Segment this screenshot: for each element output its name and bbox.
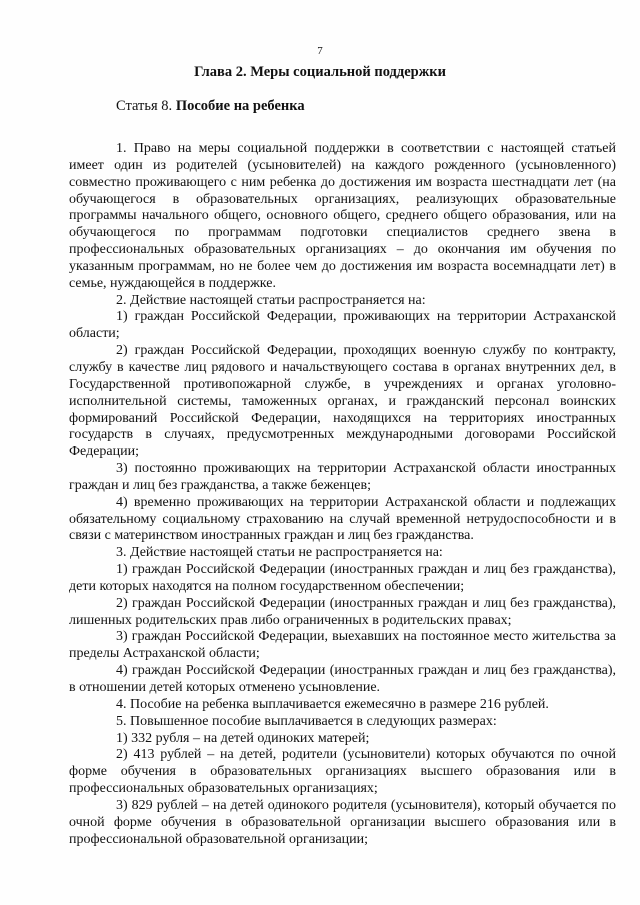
paragraph: 1) граждан Российской Федерации, проживающих на территории Астраханской области; [69,309,616,342]
paragraph: 1. Право на меры социальной поддержки в соответствии с настоящей статьей имеет один из родителей (усыновителей) на каждого рожденного (усыновленного) совместно проживающего с ним ребенка до достижения им возраста шестнадцати лет (на обучающегося в образовательных организациях, реализующих образовательные программы начального общего, основного общего, среднего общего образования, или на обучающегося по программам подготовки специалистов среднего звена в профессиональных образовательных организациях – до окончания им обучения по указанным программам, но не более чем до достижения им возраста восемнадцати лет) в семье, нуждающейся в поддержке. [69,141,616,291]
article-body [69,141,616,848]
paragraph: 2. Действие настоящей статьи распространяется на: [116,292,426,308]
paragraph: 3) граждан Российской Федерации, выехавших на постоянное место жительства за пределы Астраханской области; [69,629,616,662]
paragraph: 4) временно проживающих на территории Астраханской области и подлежащих обязательному социальному страхованию на случай временной нетрудоспособности и в связи с материнством иностранных граждан и лиц без гражданства. [69,494,616,544]
article-heading [116,98,305,115]
chapter-title: Глава 2. Меры социальной поддержки [194,64,446,80]
page-number: 7 [317,45,323,57]
paragraph: 4. Пособие на ребенка выплачивается ежемесячно в размере 216 рублей. [116,696,549,712]
paragraph: 5. Повышенное пособие выплачивается в следующих размерах: [116,713,497,729]
paragraph: 3) 829 рублей – на детей одинокого родителя (усыновителя), который обучается по очной форме обучения в образовательной организации высшего образования или в профессиональной образовательной организации; [69,797,616,847]
paragraph: 4) граждан Российской Федерации (иностранных граждан и лиц без гражданства), в отношении детей которых отменено усыновление. [69,663,616,695]
paragraph: 3) постоянно проживающих на территории Астраханской области иностранных граждан и лиц без гражданства, а также беженцев; [69,461,616,493]
paragraph: 2) граждан Российской Федерации, проходящих военную службу по контракту, службу в качестве лиц рядового и начальствующего состава в органах внутренних дел, в Государственной противопожарной службе, в учреждениях и органах уголовно-исполнительной системы, таможенных органах, и гражданский персонал воинских формирований Российской Федерации, находящихся на территориях иностранных государств в случаях, предусмотренных международными договорами Российской Федерации; [69,343,616,460]
paragraph: 1) граждан Российской Федерации (иностранных граждан и лиц без гражданства), дети которых находятся на полном государственном обеспечении; [69,562,616,594]
paragraph: 2) 413 рублей – на детей, родители (усыновители) которых обучаются по очной форме обучения в образовательных организациях высшего образования или в профессиональных образовательных организациях; [69,747,616,797]
paragraph: 3. Действие настоящей статьи не распространяется на: [116,545,443,561]
paragraph: 1) 332 рубля – на детей одиноких матерей; [116,730,370,746]
paragraph: 2) граждан Российской Федерации (иностранных граждан и лиц без гражданства), лишенных родительских прав либо ограниченных в родительских правах; [69,595,616,628]
article-title: Пособие на ребенка [175,98,305,114]
article-prefix: Статья 8. [116,98,176,114]
